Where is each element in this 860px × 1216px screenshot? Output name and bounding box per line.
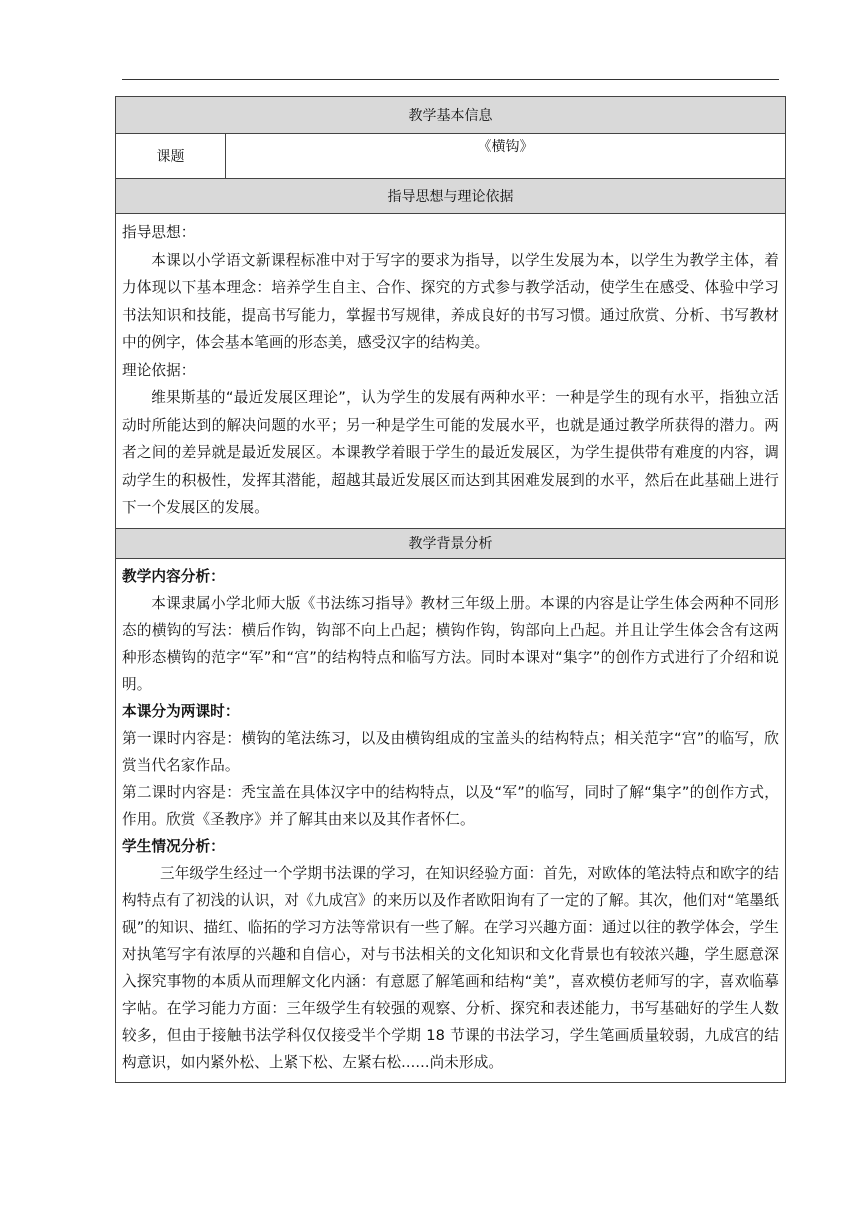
guidance-title: 指导思想： (122, 224, 196, 241)
period-one-paragraph: 第一课时内容是：横钩的笔法练习，以及由横钩组成的宝盖头的结构特点；相关范字“宫”的临写，欣赏当代名家作品。 (122, 729, 779, 774)
theory-title: 理论依据： (122, 361, 196, 379)
basic-info-heading: 教学基本信息 (116, 97, 786, 134)
lesson-plan-table (115, 96, 786, 1083)
topic-value: 《横钩》 (226, 134, 786, 179)
background-heading: 教学背景分析 (116, 528, 786, 558)
guidance-section (116, 214, 786, 529)
background-section (116, 558, 786, 1082)
guidance-heading: 指导思想与理论依据 (116, 179, 786, 214)
theory-paragraph: 维果斯基的“最近发展区理论”，认为学生的发展有两种水平：一种是学生的现有水平，指独立活动时所能达到的解决问题的水平；另一种是学生可能的发展水平，也就是通过教学所获得的潜力。两者之间的差异就是最近发展区。本课教学着眼于学生的最近发展区，为学生提供带有难度的内容，调动学生的积极性，发挥其潜能，超越其最近发展区而达到其困难发展到的水平，然后在此基础上进行下一个发展区的发展。 (122, 389, 779, 516)
students-analysis-title: 学生情况分析： (122, 837, 225, 855)
page-header-rule (122, 79, 779, 80)
students-analysis-paragraph: 三年级学生经过一个学期书法课的学习，在知识经验方面：首先，对欧体的笔法特点和欧字的结构特点有了初浅的认识，对《九成宫》的来历以及作者欧阳询有了一定的了解。其次，他们对“笔墨纸砚”的知识、描红、临拓的学习方法等常识有一些了解。在学习兴趣方面：通过以往的教学体会，学生对执笔写字有浓厚的兴趣和自信心，对与书法相关的文化知识和文化背景也有较浓兴趣，学生愿意深入探究事物的本质从而理解文化内涵：有意愿了解笔画和结构“美”，喜欢模仿老师写的字，喜欢临摹字帖。在学习能力方面：三年级学生有较强的观察、分析、探究和表述能力，书写基础好的学生人数较多，但由于接触书法学科仅仅接受半个学期 18 节课的书法学习，学生笔画质量较弱，九成宫的结构意识，如内紧外松、上紧下松、左紧右松......尚未形成。 (122, 864, 779, 1071)
guidance-paragraph: 本课以小学语文新课程标准中对于写字的要求为指导，以学生发展为本，以学生为教学主体，着力体现以下基本理念：培养学生自主、合作、探究的方式参与教学活动，使学生在感受、体验中学习书法知识和技能，提高书写能力，掌握书写规律，养成良好的书写习惯。通过欣赏、分析、书写教材中的例字，体会基本笔画的形态美，感受汉字的结构美。 (122, 251, 779, 351)
content-analysis-title: 教学内容分析： (122, 567, 225, 585)
periods-title: 本课分为两课时： (122, 702, 240, 720)
topic-label: 课题 (116, 134, 226, 179)
content-analysis-paragraph: 本课隶属小学北师大版《书法练习指导》教材三年级上册。本课的内容是让学生体会两种不同形态的横钩的写法：横后作钩，钩部不向上凸起；横钩作钩，钩部向上凸起。并且让学生体会含有这两种形态横钩的范字“军”和“宫”的结构特点和临写方法。同时本课对“集字”的创作方式进行了介绍和说明。 (122, 594, 779, 693)
period-two-paragraph: 第二课时内容是：秃宝盖在具体汉字中的结构特点，以及“军”的临写，同时了解“集字”的创作方式，作用。欣赏《圣教序》并了解其由来以及其作者怀仁。 (122, 783, 779, 828)
